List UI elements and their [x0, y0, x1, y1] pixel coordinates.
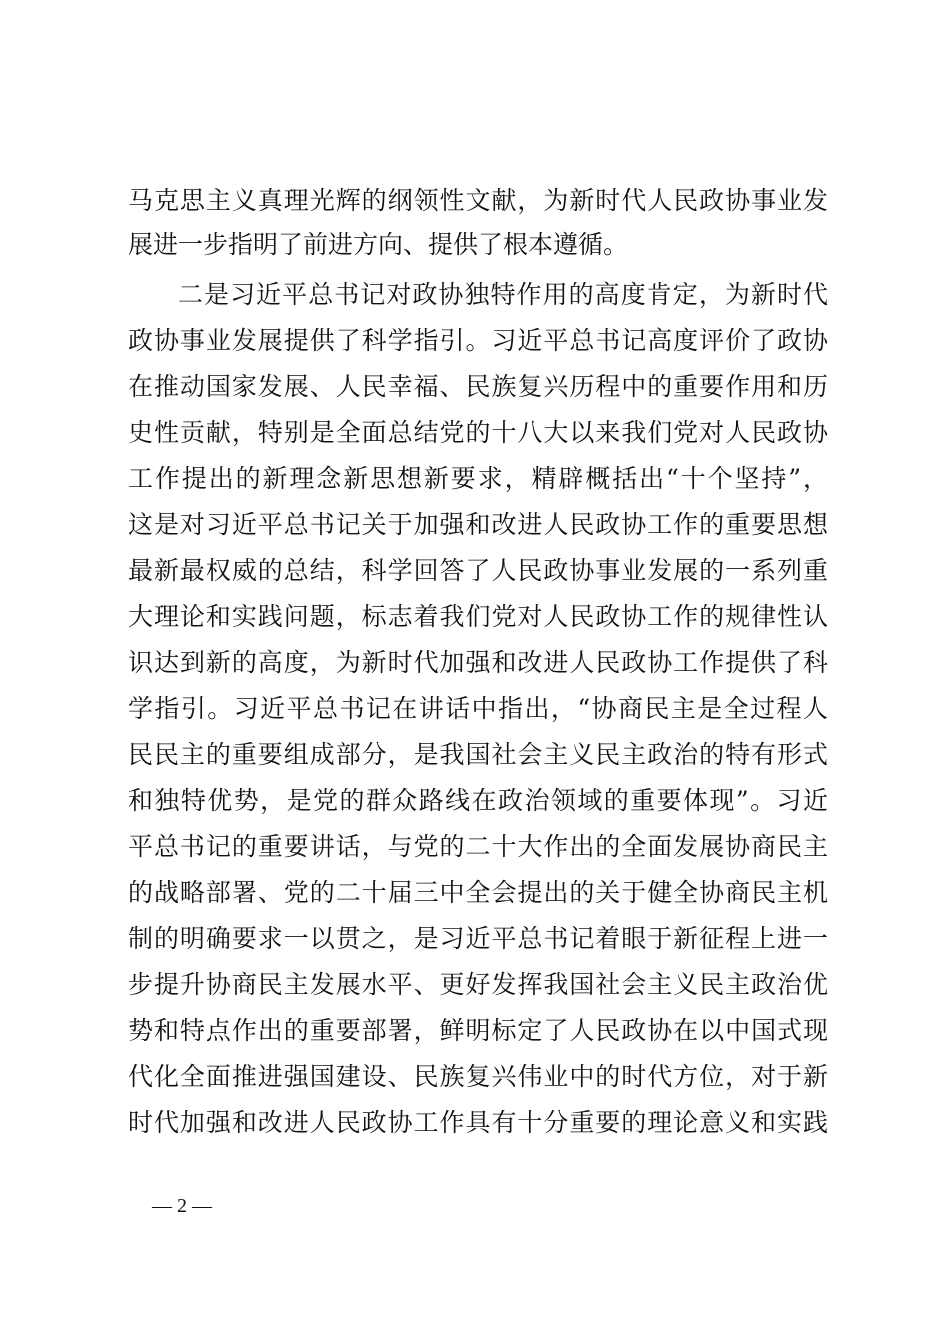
text-line: 时代加强和改进人民政协工作具有十分重要的理论意义和实践: [128, 1108, 828, 1137]
text-line: 平总书记的重要讲话，与党的二十大作出的全面发展协商民主: [128, 832, 828, 861]
text-line: 的战略部署、党的二十届三中全会提出的关于健全协商民主机: [128, 878, 828, 907]
text-line: 识达到新的高度，为新时代加强和改进人民政协工作提供了科: [128, 648, 828, 677]
text-line: 制的明确要求一以贯之，是习近平总书记着眼于新征程上进一: [128, 924, 828, 953]
text-line: 在推动国家发展、人民幸福、民族复兴历程中的重要作用和历: [128, 372, 828, 401]
text-line: 这是对习近平总书记关于加强和改进人民政协工作的重要思想: [128, 510, 828, 539]
text-line: 马克思主义真理光辉的纲领性文献，为新时代人民政协事业发: [128, 186, 828, 215]
text-line: 势和特点作出的重要部署，鲜明标定了人民政协在以中国式现: [128, 1016, 828, 1045]
text-line: 史性贡献，特别是全面总结党的十八大以来我们党对人民政协: [128, 418, 828, 447]
text-line: 展进一步指明了前进方向、提供了根本遵循。: [128, 230, 629, 259]
text-line: 大理论和实践问题，标志着我们党对人民政协工作的规律性认: [128, 602, 828, 631]
text-line: 和独特优势，是党的群众路线在政治领域的重要体现”。习近: [128, 786, 828, 815]
text-line: 代化全面推进强国建设、民族复兴伟业中的时代方位，对于新: [128, 1062, 828, 1091]
text-line: 学指引。习近平总书记在讲话中指出，“协商民主是全过程人: [128, 694, 828, 723]
page-number: — 2 —: [152, 1195, 212, 1217]
text-line: 政协事业发展提供了科学指引。习近平总书记高度评价了政协: [128, 326, 828, 355]
text-line: 最新最权威的总结，科学回答了人民政协事业发展的一系列重: [128, 556, 828, 585]
text-line: 工作提出的新理念新思想新要求，精辟概括出“十个坚持”，: [128, 464, 828, 493]
text-line: 民民主的重要组成部分，是我国社会主义民主政治的特有形式: [128, 740, 828, 769]
text-line: 二是习近平总书记对政协独特作用的高度肯定，为新时代: [178, 280, 828, 309]
text-line: 步提升协商民主发展水平、更好发挥我国社会主义民主政治优: [128, 970, 828, 999]
